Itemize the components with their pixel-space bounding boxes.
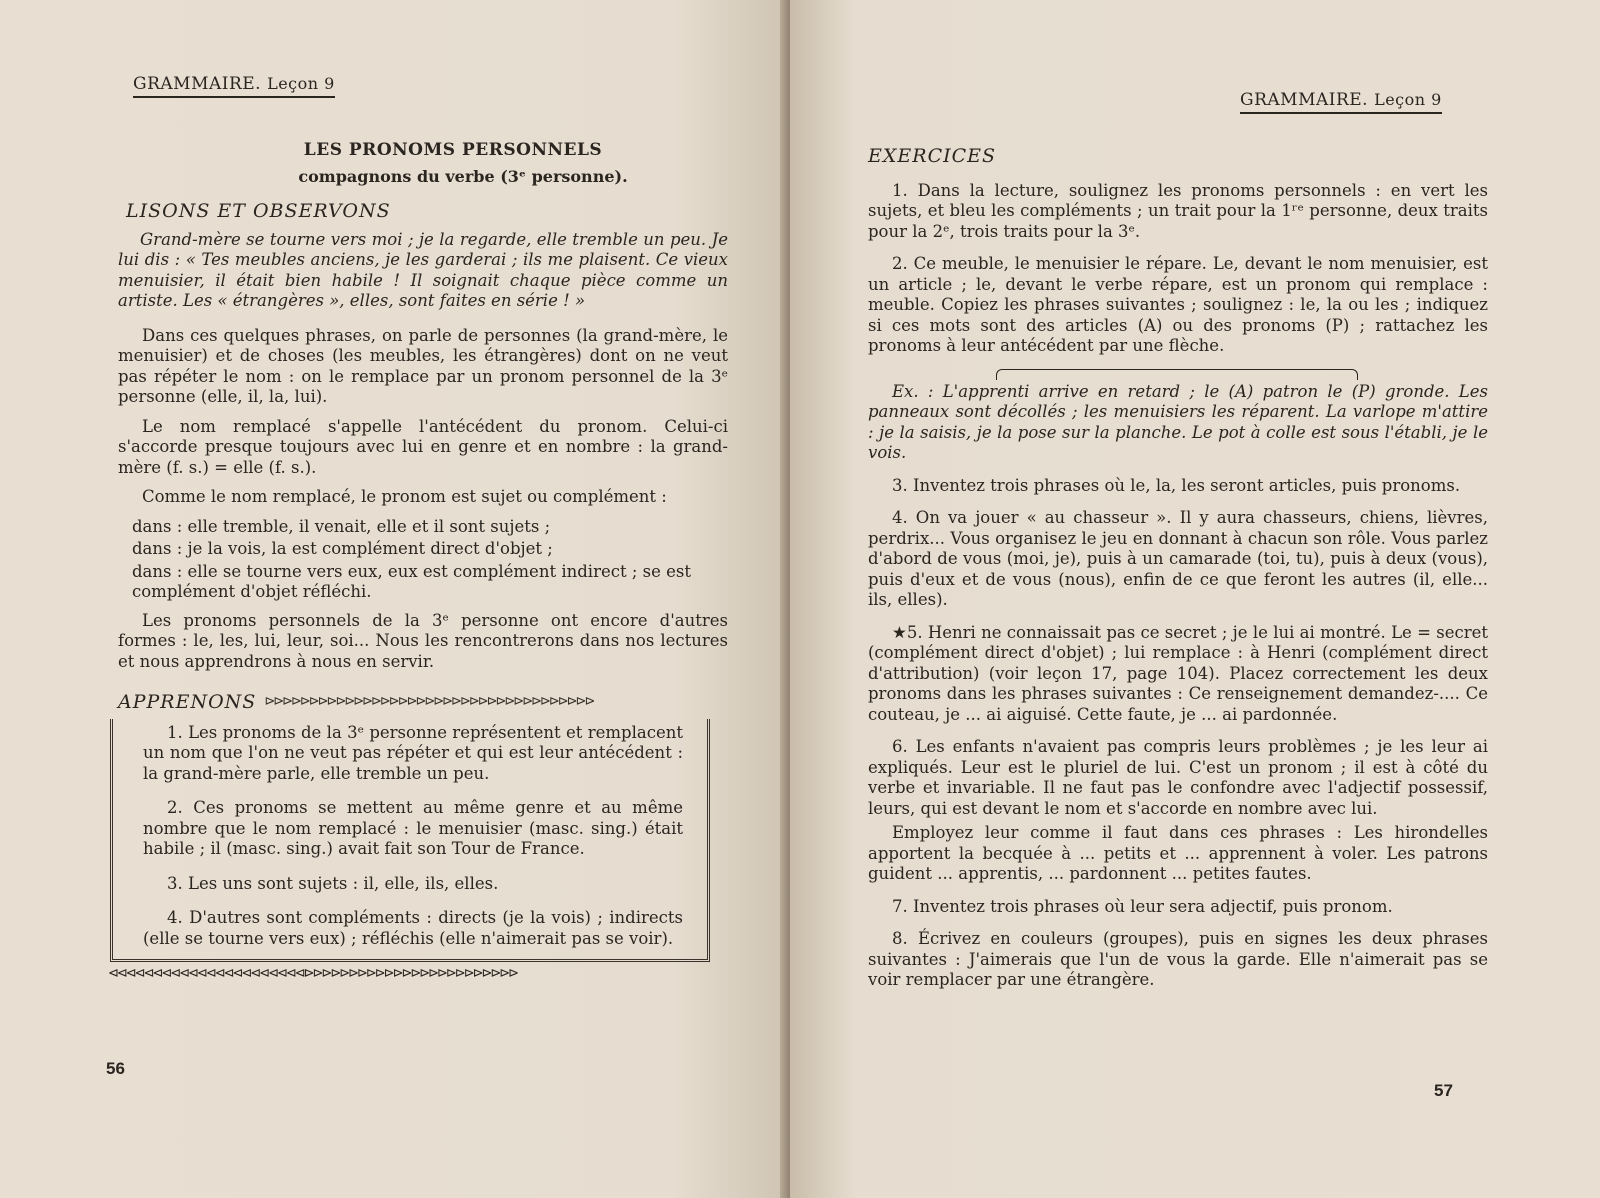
exercices-heading: EXERCICES [868, 145, 997, 167]
page-number: 57 [1434, 1081, 1453, 1100]
reading-text: Grand-mère se tourne vers moi ; je la regarde, elle tremble un peu. Je lui dis : « Tes meubles anciens, je les garderai ; ils me plaisent. Ce vieux menuisier, il était bien habile ! Il soignait chaque pièce comme un artiste. Les « étrangères », elles, sont faites en série ! » [118, 229, 728, 310]
rule-1: 1. Les pronoms de la 3ᵉ personne représentent et remplacent un nom que l'on ne veut pas répéter et qui est leur antécédent : la grand-mère parle, elle tremble un peu. [143, 722, 683, 783]
exercise-1: 1. Dans la lecture, soulignez les pronoms personnels : en vert les sujets, et bleu les compléments ; un trait pour la 1ʳᵉ personne, deux traits pour la 2ᵉ, trois traits pour la 3ᵉ. [868, 180, 1488, 241]
exercise-2-example: Ex. : L'apprenti arrive en retard ; le (A) patron le (P) gronde. Les panneaux sont décollés ; les menuisiers les réparent. La varlope m'attire : je la saisis, je la pose sur la planche. Le pot à colle est sous l'établi, je le vois. [868, 381, 1488, 462]
left-page-content [108, 140, 728, 985]
exercise-2: 2. Ce meuble, le menuisier le répare. Le, devant le nom menuisier, est un article ; le, devant le verbe répare, est un pronom qui remplace : meuble. Copiez les phrases suivantes ; soulignez : le, la ou les ; indiquez si ces mots sont des articles (A) ou des pronoms (P) ; rattachez les pronoms à leur antécédent par une flèche. [868, 254, 1488, 355]
exercise-3: 3. Inventez trois phrases où le, la, les seront articles, puis pronoms. [892, 475, 1461, 495]
right-page-header [1240, 90, 1442, 114]
left-page [0, 0, 790, 1198]
list-item: dans : elle se tourne vers eux, eux est complément indirect ; se est complément d'objet réfléchi. [132, 561, 691, 601]
header-lesson: Leçon 9 [267, 74, 335, 93]
rule-4: 4. D'autres sont compléments : directs (je la vois) ; indirects (elle se tourne vers eux) ; réfléchis (elle n'aimerait pas se voir). [143, 908, 683, 948]
arrow-brace-icon [996, 369, 1358, 380]
list-item: dans : elle tremble, il venait, elle et il sont sujets ; [132, 516, 551, 536]
lesson-title: LES PRONOMS PERSONNELS [303, 140, 603, 160]
exercise-4: 4. On va jouer « au chasseur ». Il y aura chasseurs, chiens, lièvres, perdrix... Vous organisez le jeu en donnant à chacun son rôle. Vous parlez d'abord de vous (moi, je), puis à un camarade (toi, tu), puis à deux (vous), puis d'eux et de vous (nous), enfin de ce que feront les autres (il, elle... ils, elles). [868, 508, 1488, 609]
rule-2: 2. Ces pronoms se mettent au même genre et au même nombre que le nom remplacé : le menuisier (masc. sing.) était habile ; il (masc. sing.) avait fait son Tour de France. [143, 798, 683, 858]
decorative-border-icon: ⊳⊳⊳⊳⊳⊳⊳⊳⊳⊳⊳⊳⊳⊳⊳⊳⊳⊳⊳⊳⊳⊳⊳⊳⊳⊳⊳⊳⊳⊳⊳⊳⊳⊳⊳⊳⊳ [264, 694, 594, 709]
page-number: 56 [106, 1059, 125, 1078]
header-title: GRAMMAIRE. [133, 74, 262, 94]
lesson-subtitle: compagnons du verbe (3ᵉ personne). [298, 166, 628, 186]
decorative-border-icon: ⊲⊲⊲⊲⊲⊲⊲⊲⊲⊲⊲⊲⊲⊲⊲⊲⊲⊲⊲⊲⊲⊲⊳⊳⊳⊳⊳⊳⊳⊳⊳⊳⊳⊳⊳⊳⊳⊳⊳⊳⊳⊳⊳⊳⊳⊳ [108, 966, 518, 981]
paragraph-2: Le nom remplacé s'appelle l'antécédent du pronom. Celui-ci s'accorde presque toujours avec lui en genre et en nombre : la grand-mère (f. s.) = elle (f. s.). [118, 416, 728, 477]
paragraph-4: Les pronoms personnels de la 3ᵉ personne ont encore d'autres formes : le, les, lui, leur, soi... Nous les rencontrerons dans nos lectures et nous apprendrons à nous en servir. [118, 610, 728, 671]
paragraph-1: Dans ces quelques phrases, on parle de personnes (la grand-mère, le menuisier) et de choses (les meubles, les étrangères) dont on ne veut pas répéter le nom : on le remplace par un pronom personnel de la 3ᵉ personne (elle, il, la, lui). [118, 325, 728, 406]
header-lesson: Leçon 9 [1374, 90, 1442, 109]
lisons-heading: LISONS ET OBSERVONS [126, 200, 391, 222]
exercise-5: ★5. Henri ne connaissait pas ce secret ; je le lui ai montré. Le = secret (complément direct d'objet) ; lui remplace : à Henri (complément direct d'attribution) (voir leçon 17, page 104). Placez correctement les deux pronoms dans les phrases suivantes : Ce renseignement demandez-.... Ce couteau, je ... ai aiguisé. Cette faute, je ... ai pardonnée. [868, 622, 1488, 724]
left-page-header [133, 74, 335, 98]
apprenons-box [110, 719, 710, 963]
header-title: GRAMMAIRE. [1240, 90, 1369, 110]
exercise-8: 8. Écrivez en couleurs (groupes), puis en signes les deux phrases suivantes : J'aimerais que l'un de vous la garde. Elle n'aimerait pas se voir remplacer par une étrangère. [868, 929, 1488, 989]
exercise-6-instructions: Employez leur comme il faut dans ces phrases : Les hirondelles apportent la becquée à ... petits et ... apprennent à voler. Les patrons guident ... apprentis, ... pardonnent ... petites fautes. [868, 823, 1488, 883]
right-page-content [868, 146, 1488, 1003]
paragraph-3: Comme le nom remplacé, le pronom est sujet ou complément : [142, 487, 667, 506]
apprenons-heading: APPRENONS [118, 691, 257, 713]
apprenons-header [118, 692, 728, 713]
rule-3: 3. Les uns sont sujets : il, elle, ils, elles. [167, 873, 499, 893]
exercise-7: 7. Inventez trois phrases où leur sera adjectif, puis pronom. [892, 896, 1393, 916]
exercise-6: 6. Les enfants n'avaient pas compris leurs problèmes ; je les leur ai expliqués. Leur est le pluriel de lui. C'est un pronom ; il est à côté du verbe et invariable. Il ne faut pas le confondre avec l'adjectif possessif, leurs, qui est devant le nom et s'accorde en nombre avec lui. [868, 737, 1488, 818]
list-item: dans : je la vois, la est complément direct d'objet ; [132, 539, 553, 558]
